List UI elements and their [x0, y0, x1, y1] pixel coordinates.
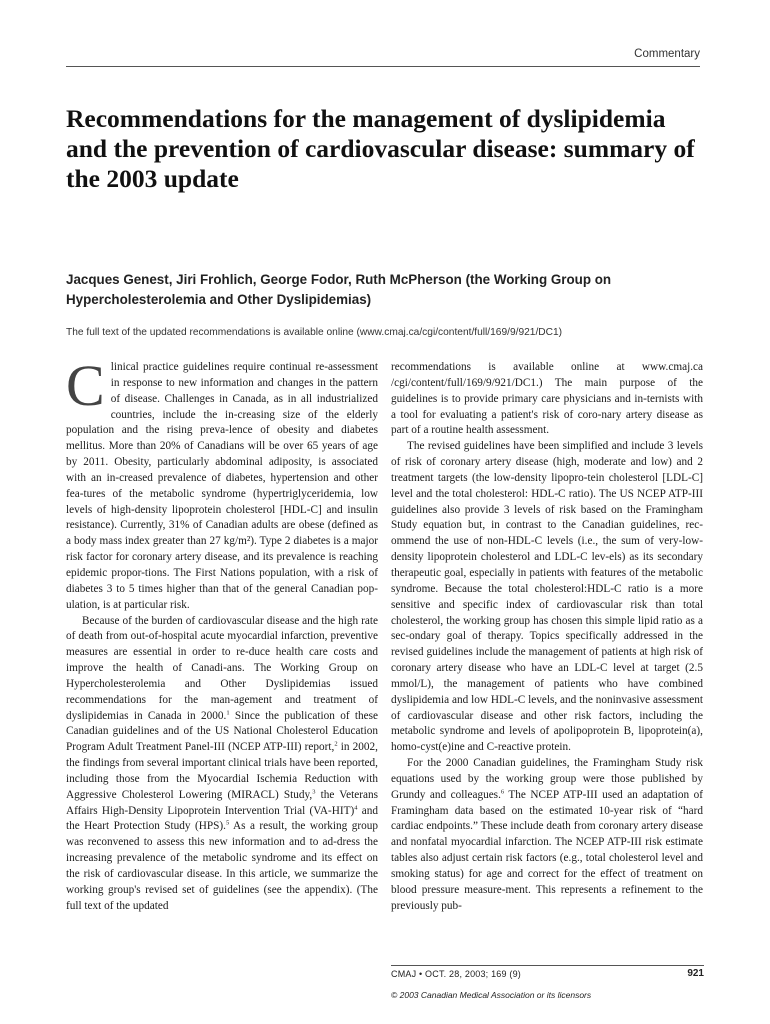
page-number: 921	[687, 968, 704, 979]
paragraph-text: Because of the burden of cardiovascular disease and the high rate of death from out-of-hospital acute myocardial infarction, preventive measures are essential in order to re-duce health care costs and improve the health of Canadi-ans. The Working Group on Hypercholesterolemia and Other Dyslipidemias issued recommendations for the man-agement and treatment of dyslipidemias in Canada in 2000.	[66, 614, 378, 722]
continued-paragraph: recommendations is available online at www.cmaj.ca /cgi/content/full/169/9/921/DC1.) The main purpose of the guidelines is to provide primary care physicians and in-ternists with a tool for evaluating a patient's risk of coro-nary artery disease as part of a routine health assessment.	[391, 361, 703, 437]
reference-4: 4	[354, 803, 358, 811]
revised-guidelines-paragraph: The revised guidelines have been simplified and include 3 levels of risk of coronary artery disease (high, moderate and low) and 2 treatment targets (the low-density lipopro-tein cholesterol [LDL-C] level and the total cholesterol: HDL-C ratio). The US NCEP ATP-III guidelines also provide 3 levels of risk based on the Framingham Study equation but, in contrast to the Canadian guidelines, rec-ommend the use of non-HDL-C levels (i.e., the sum of very-low-density lipoprotein cholesterol and LDL-C lev-els) as its secondary therapeutic goal, especially in patients with features of the metabolic syndrome. Because the total cholesterol:HDL-C ratio is a more sensitive and specific index of cardiovascular risk than total cholesterol, the working group has chosen this simple lipid ratio as a sec-ondary goal of therapy. Topics specifically addressed in the revised guidelines include the management of patients at high risk of coronary artery disease who have an LDL-C level at target (2.5 mmol/L), the management of patients who have combined dyslipidemia and low HDL-C levels, and the noninvasive assessment of cardiovascular disease and other risk factors, including the metabolic syndrome and levels of apolipoprotein B, lipoprotein(a), homo-cyst(e)ine and C-reactive protein.	[391, 440, 703, 754]
journal-citation: CMAJ • OCT. 28, 2003; 169 (9)	[391, 969, 522, 979]
reference-6: 6	[500, 788, 505, 796]
framingham-paragraph	[391, 756, 703, 914]
paragraph-text: For the 2000 Canadian guidelines, the Framingham Study risk equations used by the working group were those published by Grundy and colleagues.	[391, 757, 703, 801]
drop-cap: C	[66, 353, 105, 418]
body-column-left	[66, 353, 379, 915]
top-rule	[66, 66, 700, 67]
paragraph-text: and the Heart Protection Study (HPS).	[66, 804, 379, 833]
background-paragraph	[66, 614, 378, 915]
paragraph-text: The NCEP ATP-III used an adaptation of Framingham data based on the estimated 10-year risk of “hard cardiac endpoints.” These include death from coronary artery disease and nonfatal myocardial infarction. The NCEP ATP-III risk estimate tables also adjust certain risk factors (e.g., total cholesterol level and smoking status) for age and correct for the effect of treatment on blood pressure measure-ment. This represents a refinement to the previously pub-	[391, 788, 704, 912]
intro-paragraph-text: linical practice guidelines require continual re-assessment in response to new information and changes in the pattern of disease. Challenges in Canada, as in all industrialized countries, include the in-creasing size of the elderly population and the rising preva-lence of obesity and diabetes mellitus. More than 20% of Canadians will be over 65 years of age by 2011. Obesity, particularly abdominal adiposity, is associated with an in-creased prevalence of diabetes, hypertension and other fea-tures of the metabolic syndrome (hypertriglyceridemia, low levels of high-density lipoprotein cholesterol [HDL-C] and insulin resistance). Currently, 31% of Canadian adults are obese (defined as a body mass index greater than 27 kg/m²). Type 2 diabetes is a major risk factor for coronary artery disease, and its prevalence is reaching epidemic propor-tions. The First Nations population, with a risk of diabetes 3 to 5 times higher than that of the general Canadian pop-ulation, is at particular risk.	[66, 361, 378, 611]
footer-rule	[391, 965, 704, 966]
reference-5: 5	[225, 819, 230, 827]
intro-paragraph	[66, 353, 378, 614]
reference-3: 3	[312, 788, 316, 796]
article-title: Recommendations for the management of dyslipidemia and the prevention of cardiovascular disease: summary of the 2003 update	[66, 104, 695, 193]
section-label: Commentary	[634, 48, 700, 60]
paragraph-text: As a result, the working group was reconvened to assess this new information and to ad-dress the increasing prevalence of the metabolic syndrome and its effect on the risk of cardiovascular disease. In this article, we summarize the working group's revised set of guidelines (see the appendix). (The full text of the updated	[66, 820, 378, 912]
fulltext-note: The full text of the updated recommendations is available online (www.cmaj.ca/cgi/content/full/169/9/921/DC1)	[66, 327, 563, 338]
paragraph-text: the Veterans Affairs High-Density Lipoprotein Intervention Trial (VA-HIT)	[66, 788, 378, 817]
reference-2: 2	[334, 740, 338, 748]
paragraph-text: Since the publication of these Canadian guidelines and of the US National Cholesterol Education Program Adult Treatment Panel-III (NCEP ATP-III) report,	[66, 709, 379, 754]
reference-1: 1	[226, 708, 230, 716]
copyright-notice: © 2003 Canadian Medical Association or its licensors	[391, 990, 592, 1000]
author-list: Jacques Genest, Jiri Frohlich, George Fodor, Ruth McPherson (the Working Group on Hypercholesterolemia and Other Dyslipidemias)	[66, 272, 612, 307]
body-column-right	[391, 360, 703, 915]
paragraph-text: in 2002, the findings from several important clinical trials have been reported, including those from the Myocardial Ischemia Reduction with Aggressive Cholesterol Lowering (MIRACL) Study,	[66, 741, 378, 801]
